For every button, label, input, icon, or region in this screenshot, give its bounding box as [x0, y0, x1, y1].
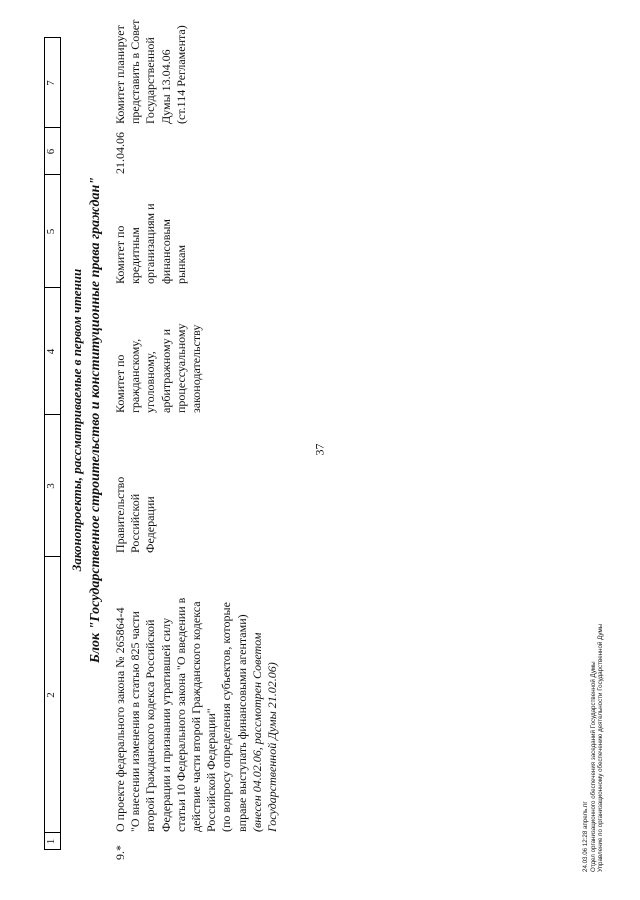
column-number-4: 4	[45, 348, 57, 355]
document-sheet	[0, 10, 620, 880]
bill-author	[113, 419, 159, 553]
bill-line: "О внесении изменения в статью 825 части	[128, 611, 143, 832]
footer-line: 24.03.06 12:28 апрель.пг	[582, 801, 589, 872]
co-committee-line: организациям и	[143, 203, 158, 284]
plan-line: (ст.114 Регламента)	[173, 25, 188, 124]
block-title: Блок "Государственное строительство и конституционные права граждан"	[88, 176, 103, 664]
committee-line: уголовному,	[143, 351, 158, 413]
plan-line: представить в Совет	[128, 19, 143, 124]
plan-line: Государственной	[143, 37, 158, 124]
footer-line: Управление по организационному обеспечению деятельности Государственной Думы	[597, 623, 605, 872]
bill-line: действие части второй Гражданского кодекса	[189, 601, 204, 832]
column-number-2: 2	[45, 692, 57, 698]
column-number-1: 1	[45, 838, 57, 845]
bill-line: Российской Федерации"	[204, 708, 219, 832]
column-number-5: 5	[45, 228, 57, 235]
document-footer	[582, 512, 605, 872]
page-number: 37	[312, 443, 327, 456]
bill-line: второй Гражданского кодекса Российской	[143, 619, 158, 832]
plan-line: Думы 13.04.06	[158, 49, 173, 124]
committee-line: арбитражному и	[158, 328, 173, 413]
bill-submission-note: (внесен 04.02.06, рассмотрен Советом	[249, 632, 264, 832]
co-committee-line: рынкам	[173, 244, 188, 284]
bill-line: Федерации и признании утратившей силу	[158, 617, 173, 832]
review-date: 21.04.06	[113, 132, 127, 174]
committee-plan-note	[113, 12, 189, 124]
bill-description	[113, 560, 280, 832]
bill-line: вправе выступать финансовыми агентами)	[234, 614, 249, 832]
author-line: Российской	[128, 493, 143, 553]
item-number: 9.*	[113, 845, 127, 860]
author-line: Правительство	[113, 476, 127, 553]
author-line: Федерации	[143, 496, 158, 553]
co-executor-committee	[113, 178, 189, 284]
plan-line: Комитет планирует	[113, 25, 127, 124]
bill-line: статьи 10 Федерального закона "О введении в	[173, 597, 188, 832]
co-committee-line: финансовым	[158, 218, 173, 284]
bill-line: (по вопросу определения субъектов, которые	[219, 602, 234, 832]
column-number-7: 7	[45, 80, 57, 86]
bill-line: О проекте федерального закона № 265864-4	[113, 607, 127, 832]
committee-line: Комитет по	[113, 354, 127, 413]
column-number-6: 6	[45, 148, 57, 155]
co-committee-line: Комитет по	[113, 225, 127, 284]
co-committee-line: кредитным	[128, 227, 143, 284]
committee-line: законодательству	[189, 324, 204, 413]
responsible-committee	[113, 291, 204, 413]
footer-line: Отдел организационного обеспечения заседаний Государственной Думы	[589, 661, 597, 872]
committee-line: процессуальному	[173, 323, 188, 413]
committee-line: гражданскому,	[128, 338, 143, 413]
column-number-3: 3	[45, 483, 57, 489]
bill-submission-note: Государственной Думы 21.02.06)	[265, 662, 280, 832]
section-title: Законопроекты, рассматриваемые в первом чтении	[69, 268, 84, 572]
